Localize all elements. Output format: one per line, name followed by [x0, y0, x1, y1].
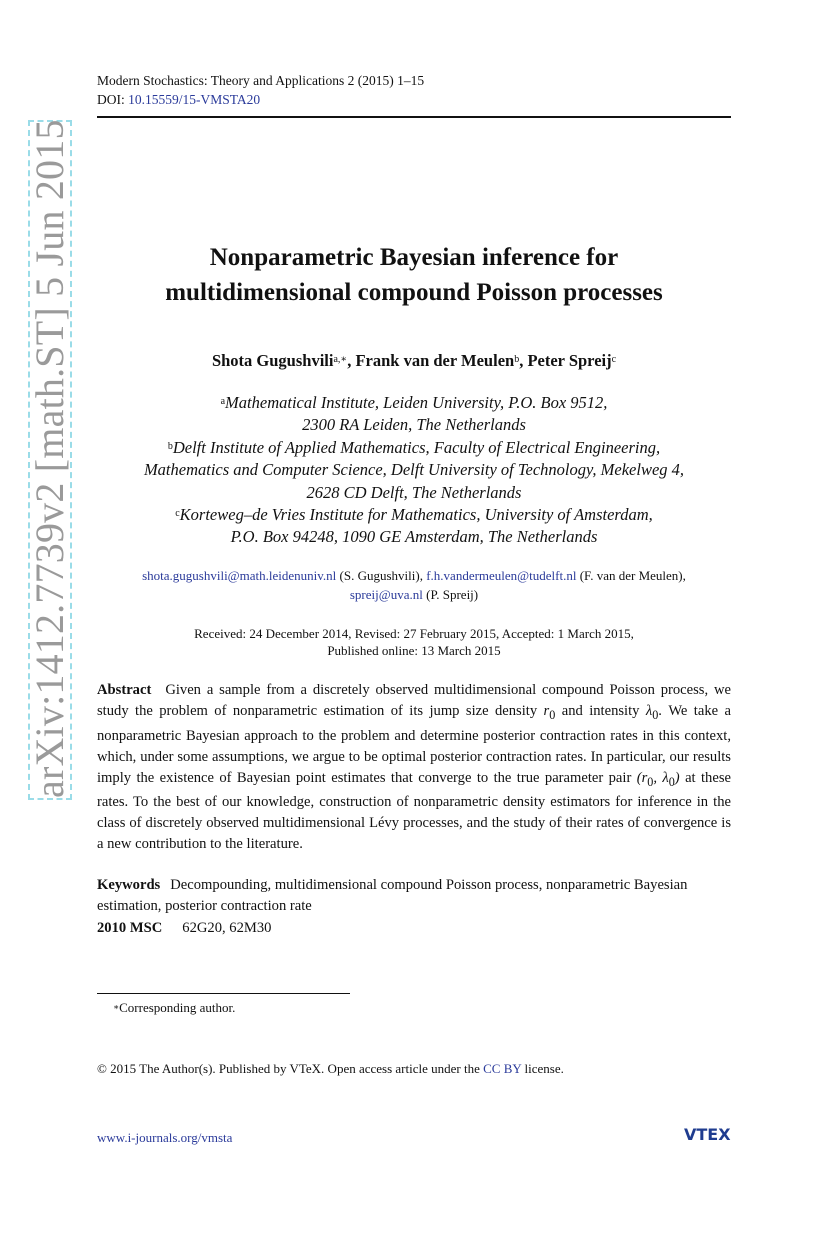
arxiv-stamp: arXiv:1412.7739v2 [math.ST] 5 Jun 2015: [27, 119, 72, 798]
vtex-logo-text: VTEX: [684, 1125, 731, 1144]
journal-header: Modern Stochastics: Theory and Applications 2 (2015) 1–15: [97, 73, 425, 88]
footnote: [113, 999, 235, 1016]
affiliation-line: Mathematical Institute, Leiden University, P.O. Box 9512,: [225, 393, 608, 412]
msc-label: 2010 MSC: [97, 920, 163, 936]
license-notice: [97, 1060, 564, 1077]
affiliation-mark: c: [175, 508, 180, 519]
math-subscript: 0: [668, 774, 675, 789]
math-pair-open: (r: [636, 769, 648, 786]
abstract: [97, 680, 731, 855]
affiliation-line: Delft Institute of Applied Mathematics, Faculty of Electrical Engineering,: [172, 437, 661, 457]
affiliation-line: 2300 RA Leiden, The Netherlands: [302, 415, 526, 435]
affiliation-line: 2628 CD Delft, The Netherlands: [306, 482, 522, 502]
license-text: license.: [521, 1061, 564, 1076]
journal-website-link[interactable]: www.i-journals.org/vmsta: [97, 1130, 233, 1145]
footnote-mark: ∗: [113, 1002, 120, 1012]
msc-classification: [97, 918, 271, 938]
email-owner: (P. Spreij): [426, 587, 479, 602]
author-name: Shota Gugushvili: [211, 351, 334, 370]
msc-codes: 62G20, 62M30: [182, 920, 272, 936]
math-lambda: λ: [645, 702, 653, 719]
affiliation-line: Korteweg–de Vries Institute for Mathematics, University of Amsterdam,: [179, 505, 653, 524]
abstract-text: at these rates. To the best of our knowledge, construction of nonparametric density estimators for inference in the class of discretely observed multidimensional Lévy processes, and the study of their rates of convergence is a new contribution to the literature.: [97, 769, 731, 853]
math-pair-close: ): [674, 769, 680, 786]
email-owner: (S. Gugushvili),: [339, 568, 423, 583]
email-link-vandermeulen[interactable]: f.h.vandermeulen@tudelft.nl: [426, 568, 577, 583]
author-name: Frank van der Meulen: [355, 351, 515, 370]
vtex-logo: [684, 1124, 732, 1144]
title-line-1: Nonparametric Bayesian inference for: [209, 244, 619, 271]
affiliation-line: Mathematics and Computer Science, Delft University of Technology, Mekelweg 4,: [143, 460, 685, 480]
affiliation-mark: b: [167, 440, 173, 452]
abstract-text: and intensity: [555, 702, 646, 719]
header-rule: [97, 116, 731, 118]
keywords-text: Decompounding, multidimensional compound Poisson process, nonparametric Bayesian estimation, posterior contraction rate: [97, 877, 688, 914]
doi-label: DOI:: [97, 92, 125, 107]
author-affiliation-mark: a,∗: [333, 354, 348, 365]
cc-by-link[interactable]: CC BY: [483, 1061, 522, 1076]
affiliation-c: [97, 504, 731, 549]
paper-title: [97, 240, 731, 310]
affiliation-mark: a: [220, 396, 226, 407]
title-line-2: multidimensional compound Poisson processes: [165, 279, 663, 306]
author-emails: [97, 566, 731, 604]
email-owner: (F. van der Meulen),: [579, 568, 686, 583]
keywords: [97, 875, 731, 916]
math-subscript: 0: [647, 774, 654, 789]
abstract-text: . We take a nonparametric Bayesian approach to the problem and determine posterior contraction rates in this context, which, under some assumptions, we argue to be optimal posterior contraction rates. In particular, our results imply the existence of Bayesian point estimates that converge to the true parameter pair: [97, 702, 731, 786]
dates-line-1: Received: 24 December 2014, Revised: 27 February 2015, Accepted: 1 March 2015,: [194, 626, 634, 641]
publication-dates: [97, 625, 731, 659]
math-pair-mid: , λ: [653, 769, 669, 786]
abstract-label: Abstract: [97, 682, 152, 698]
keywords-label: Keywords: [97, 877, 161, 893]
email-link-spreij[interactable]: spreij@uva.nl: [349, 587, 423, 602]
math-subscript: 0: [652, 707, 659, 722]
author-affiliation-mark: b: [514, 354, 520, 365]
doi-line: [97, 91, 260, 109]
footnote-rule: [97, 993, 350, 994]
math-subscript: 0: [549, 707, 556, 722]
dates-line-2: Published online: 13 March 2015: [327, 643, 501, 658]
math-r: r: [543, 702, 550, 719]
footnote-text: Corresponding author.: [119, 1000, 236, 1015]
author-name: Peter Spreij: [527, 351, 612, 370]
doi-link[interactable]: 10.15559/15-VMSTA20: [128, 92, 261, 107]
affiliation-line: P.O. Box 94248, 1090 GE Amsterdam, The Netherlands: [230, 527, 598, 547]
author-list: Shota Gugushvili$^{a,∗}$, Frank van der Meulen$^b$, Peter Spreij$^c$: [211, 351, 617, 370]
abstract-text: Given a sample from a discretely observed multidimensional compound Poisson process, we study the problem of nonparametric estimation of its jump size density: [97, 682, 731, 719]
affiliation-a: [97, 392, 731, 437]
affiliation-b: [97, 437, 731, 504]
license-text: © 2015 The Author(s). Published by VTeX. Open access article under the: [97, 1061, 484, 1076]
author-affiliation-mark: c: [611, 354, 617, 365]
email-link-gugushvili[interactable]: shota.gugushvili@math.leidenuniv.nl: [142, 568, 337, 583]
